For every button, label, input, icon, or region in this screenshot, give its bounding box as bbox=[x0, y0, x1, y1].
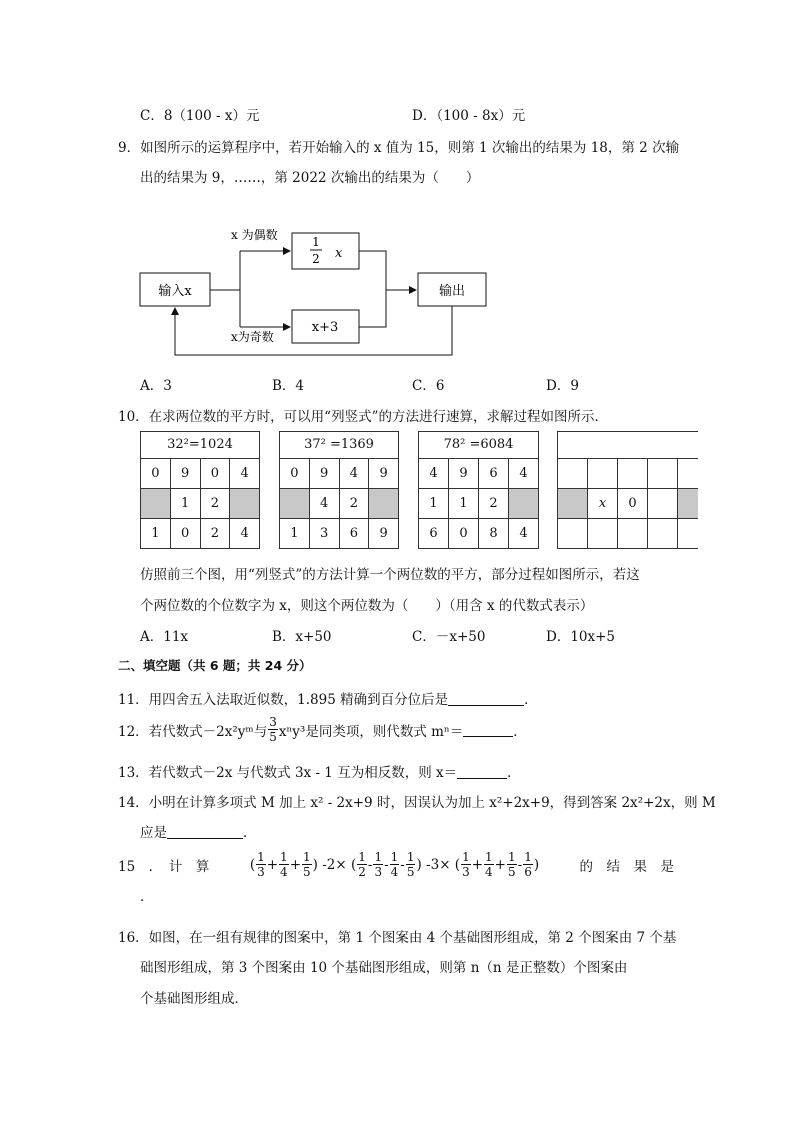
section-heading: 二、填空题（共 6 题；共 24 分） bbox=[118, 658, 312, 673]
q15: 15 ． 计 算 ( $\frac{1}{3}$ + $\frac{1}{4}$ + $\frac{1}{5}$ ) -2× ( $\frac{1}{2}$ - $\frac{1}{3}$ - $\frac{1}{4}$ - $\frac{1}{5}$ ) -3× ( $\frac{1}{3}$ + $\frac{1}{4}$ + $\frac{1}{5}$ - $\frac{1}{6}$ ) 的 结 果 是 bbox=[118, 850, 674, 879]
q16-line1: 16．如图，在一组有规律的图案中，第 1 个图案由 4 个基础图形组成，第 2 个图案由 7 个基 bbox=[118, 930, 677, 946]
square-grid-3: 78² =6084 4 9 6 4 1 1 2 6 0 8 4 bbox=[418, 431, 539, 549]
q11: 11．用四舍五入法取近似数，1.895 精确到百分位后是 ． bbox=[118, 692, 538, 708]
q9-option-d: D．9 bbox=[546, 378, 579, 394]
q14-line2: 应是 ． bbox=[140, 825, 257, 841]
q15-end: ． bbox=[140, 889, 154, 905]
q13: 13．若代数式－2x 与代数式 3x - 1 互为相反数，则 x＝ ． bbox=[118, 765, 521, 781]
square-grid-1: 32²=1024 0 9 0 4 1 2 1 0 2 4 bbox=[140, 431, 260, 549]
q10-line2: 仿照前三个图，用“列竖式”的方法计算一个两位数的平方，部分过程如图所示，若这 bbox=[140, 567, 640, 583]
q10-option-d: D．10x+5 bbox=[546, 629, 616, 645]
q9-option-c: C．6 bbox=[412, 378, 445, 394]
grid-title: 37² =1369 bbox=[280, 432, 398, 459]
q10-option-b: B．x+50 bbox=[272, 629, 332, 645]
q8-option-c: C．8（100 - x）元 bbox=[140, 108, 260, 124]
q8-option-d: D．（100 - 8x）元 bbox=[412, 108, 526, 124]
q14-line1: 14．小明在计算多项式 M 加上 x² - 2x+9 时，因误认为加上 x²+2x+9，得到答案 2x²+2x，则 M bbox=[118, 795, 716, 811]
q10-option-c: C．－x+50 bbox=[412, 629, 486, 645]
q12: 12．若代数式－2x²yᵐ与 $\frac{3}{5}$ xⁿy³是同类项，则代数式 mⁿ＝ ． bbox=[118, 715, 527, 744]
q10-line3: 个两位数的个位数字为 x，则这个两位数为（ ）（用含 x 的代数式表示） bbox=[140, 598, 594, 614]
grid-title: 32²=1024 bbox=[141, 432, 259, 459]
q9-option-b: B．4 bbox=[272, 378, 305, 394]
q9-option-a: A．3 bbox=[140, 378, 172, 394]
half-num: 1 bbox=[312, 235, 320, 249]
grid-title: 78² =6084 bbox=[419, 432, 538, 459]
half-var: x bbox=[335, 246, 343, 261]
half-box bbox=[292, 233, 359, 269]
square-grid-2: 37² =1369 0 9 4 9 4 2 1 3 6 9 bbox=[279, 431, 399, 549]
q10-line1: 10．在求两位数的平方时，可以用“列竖式”的方法进行速算，求解过程如图所示． bbox=[118, 409, 608, 425]
q10-option-a: A．11x bbox=[140, 629, 189, 645]
plus3-label: x+3 bbox=[311, 320, 339, 335]
square-grid-4: x 0 bbox=[557, 431, 698, 549]
output-label: 输出 bbox=[438, 284, 466, 299]
odd-label: x为奇数 bbox=[231, 330, 274, 344]
grid-title bbox=[558, 432, 698, 459]
q16-line3: 个基础图形组成． bbox=[140, 991, 248, 1007]
half-den: 2 bbox=[312, 252, 320, 266]
q16-line2: 础图形组成，第 3 个图案由 10 个基础图形组成，则第 n（n 是正整数）个图案由 bbox=[140, 960, 628, 976]
q9-line2: 出的结果为 9，……，第 2022 次输出的结果为（ ） bbox=[140, 170, 480, 186]
answer-blank[interactable] bbox=[463, 723, 513, 737]
answer-blank[interactable] bbox=[448, 692, 524, 706]
even-label: x 为偶数 bbox=[231, 228, 278, 242]
flowchart bbox=[130, 215, 500, 365]
answer-blank[interactable] bbox=[457, 765, 507, 779]
input-label: 输入x bbox=[158, 284, 192, 299]
answer-blank[interactable] bbox=[167, 825, 243, 839]
q9-line1: 9．如图所示的运算程序中，若开始输入的 x 值为 15，则第 1 次输出的结果为 18，第 2 次输 bbox=[118, 140, 680, 156]
q15-expression: ( $\frac{1}{3}$ + $\frac{1}{4}$ + $\frac{1}{5}$ ) -2× ( $\frac{1}{2}$ - $\frac{1}{3}$ - $\frac{1}{4}$ - $\frac{1}{5}$ ) -3× ( $\frac{1}{3}$ + $\frac{1}{4}$ + $\frac{1}{5}$ - $\frac{1}{6}$ ) bbox=[249, 850, 540, 879]
